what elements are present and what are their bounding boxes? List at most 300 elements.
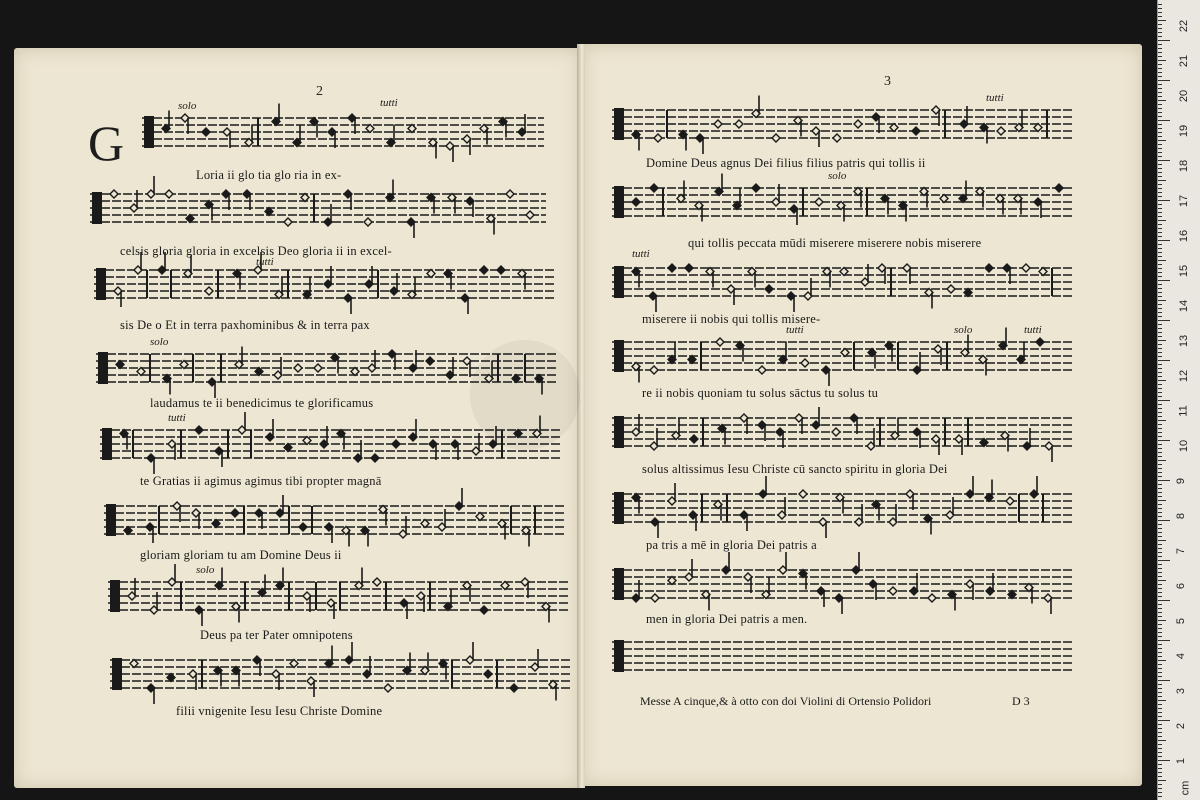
note	[189, 670, 197, 690]
ruler-tick	[1158, 640, 1170, 641]
ruler-tick	[1158, 160, 1170, 161]
ruler-tick	[1158, 168, 1162, 169]
ruler-tick	[1158, 484, 1162, 485]
note	[407, 218, 415, 238]
ruler-tick	[1158, 656, 1162, 657]
note	[920, 188, 928, 208]
note	[255, 509, 263, 529]
ruler-tick	[1158, 668, 1162, 669]
ruler-tick	[1158, 304, 1162, 305]
note	[632, 363, 640, 383]
note	[885, 342, 893, 362]
note	[463, 135, 471, 155]
note	[925, 289, 933, 309]
note	[878, 264, 886, 284]
note	[668, 264, 676, 272]
note	[371, 454, 379, 462]
note	[744, 573, 752, 593]
note	[632, 494, 640, 514]
ruler-tick	[1158, 504, 1162, 505]
note	[985, 264, 993, 272]
ruler-tick	[1158, 208, 1162, 209]
ruler-tick	[1158, 196, 1162, 197]
note	[817, 587, 825, 607]
performance-marker: tutti	[632, 248, 650, 260]
ruler-tick	[1158, 780, 1166, 781]
ruler-number: 5	[1175, 617, 1188, 625]
ruler-tick	[1158, 488, 1162, 489]
lyric-line: miserere ii nobis qui tollis misere-	[642, 312, 821, 326]
note	[758, 421, 766, 441]
drop-cap-initial: G	[88, 115, 125, 171]
note	[854, 120, 862, 128]
ruler-tick	[1158, 556, 1162, 557]
ruler-tick	[1158, 628, 1162, 629]
note	[245, 125, 253, 147]
note	[733, 188, 741, 210]
ruler-tick	[1158, 376, 1162, 377]
clef	[102, 428, 112, 460]
ruler-tick	[1158, 56, 1162, 57]
note	[344, 294, 352, 314]
note	[959, 181, 967, 203]
note	[872, 113, 880, 133]
ruler-tick	[1158, 316, 1162, 317]
note	[463, 582, 471, 602]
note	[881, 195, 889, 215]
ruler-tick	[1158, 732, 1162, 733]
note	[696, 134, 704, 154]
clef	[614, 416, 624, 448]
ruler-tick	[1158, 288, 1162, 289]
note	[120, 430, 128, 450]
note	[632, 198, 640, 206]
note	[716, 338, 724, 346]
clef	[614, 266, 624, 298]
ruler-tick	[1158, 712, 1162, 713]
ruler-tick	[1158, 24, 1162, 25]
clef	[92, 192, 102, 224]
ruler-tick	[1158, 568, 1162, 569]
ruler-tick	[1158, 672, 1162, 673]
clef	[614, 640, 624, 672]
ruler-tick	[1158, 188, 1162, 189]
note	[1022, 264, 1030, 272]
note	[889, 587, 897, 595]
ruler-tick	[1158, 76, 1162, 77]
ruler-tick	[1158, 172, 1162, 173]
note	[342, 527, 350, 547]
note	[331, 354, 339, 374]
note	[485, 361, 493, 383]
ruler-tick	[1158, 296, 1162, 297]
ruler-tick	[1158, 392, 1162, 393]
ruler-tick	[1158, 776, 1162, 777]
note	[1045, 442, 1053, 462]
staff	[612, 564, 1074, 612]
note	[387, 125, 395, 147]
ruler-tick	[1158, 472, 1162, 473]
staff	[108, 576, 568, 624]
note	[1055, 184, 1063, 192]
note	[195, 426, 203, 434]
note	[832, 428, 840, 436]
note	[868, 349, 876, 369]
note	[837, 202, 845, 222]
note	[799, 570, 807, 590]
ruler-tick	[1158, 596, 1162, 597]
ruler-tick	[1158, 516, 1162, 517]
ruler-tick	[1158, 96, 1162, 97]
note	[498, 520, 506, 540]
ruler-tick	[1158, 428, 1162, 429]
note	[799, 490, 807, 498]
note	[275, 277, 283, 299]
lyric-line: laudamus te ii benedicimus te glorificamus	[150, 396, 374, 410]
note	[758, 366, 766, 374]
ruler-tick	[1158, 264, 1162, 265]
ruler-number: 22	[1178, 19, 1191, 33]
note	[231, 509, 239, 517]
note	[928, 594, 936, 602]
ruler-tick	[1158, 44, 1162, 45]
ruler-tick	[1158, 20, 1166, 21]
note	[790, 205, 798, 225]
note	[461, 294, 469, 314]
lyric-line: pa tris a mē in gloria Dei patris a	[646, 538, 817, 552]
note	[373, 578, 381, 586]
note	[651, 594, 659, 602]
ruler-tick	[1158, 248, 1162, 249]
ruler-number: 8	[1175, 512, 1188, 520]
clef	[614, 340, 624, 372]
note	[205, 287, 213, 295]
note	[727, 285, 735, 305]
note	[996, 195, 1004, 215]
clef	[614, 492, 624, 524]
note	[632, 131, 640, 151]
performance-marker: tutti	[1024, 324, 1042, 336]
note	[205, 201, 213, 221]
ruler-tick	[1158, 544, 1162, 545]
note	[735, 120, 743, 128]
note	[740, 511, 748, 531]
ruler-tick	[1158, 308, 1162, 309]
note	[776, 428, 784, 448]
note	[1006, 497, 1014, 505]
note	[451, 440, 459, 460]
note	[243, 190, 251, 210]
note	[812, 127, 820, 147]
ruler-tick	[1158, 532, 1162, 533]
ruler-tick	[1158, 184, 1162, 185]
note	[165, 190, 173, 198]
ruler-tick	[1158, 756, 1162, 757]
clef	[614, 108, 624, 140]
staff-empty	[612, 636, 1074, 684]
ruler-tick	[1158, 268, 1162, 269]
note	[526, 211, 534, 219]
ruler-tick	[1158, 88, 1162, 89]
ruler-tick	[1158, 152, 1162, 153]
note	[388, 350, 396, 370]
note	[325, 523, 333, 543]
note	[466, 197, 474, 217]
note	[403, 653, 411, 675]
note	[976, 188, 984, 208]
note	[272, 670, 280, 690]
ruler-tick	[1158, 396, 1162, 397]
ruler-tick	[1158, 344, 1162, 345]
ruler-tick	[1158, 580, 1166, 581]
ruler-tick	[1158, 348, 1162, 349]
note	[1001, 432, 1009, 452]
note	[706, 268, 714, 288]
ruler-tick	[1158, 48, 1162, 49]
note	[752, 184, 760, 192]
ruler-tick	[1158, 372, 1162, 373]
ruler-tick	[1158, 608, 1162, 609]
ruler-tick	[1158, 680, 1170, 681]
note	[208, 378, 216, 398]
ruler-tick	[1158, 400, 1170, 401]
ruler-number: 13	[1178, 334, 1191, 348]
ruler-number: 4	[1175, 652, 1188, 660]
staff	[612, 182, 1074, 230]
ruler-tick	[1158, 500, 1166, 501]
ruler-tick	[1158, 552, 1162, 553]
ruler-tick	[1158, 492, 1162, 493]
note	[651, 518, 659, 538]
ruler-tick	[1158, 144, 1162, 145]
note	[850, 414, 858, 434]
ruler-tick	[1158, 312, 1162, 313]
note	[932, 435, 940, 455]
note	[736, 342, 744, 362]
ruler-tick	[1158, 572, 1162, 573]
ruler-tick	[1158, 192, 1162, 193]
ruler-tick	[1158, 624, 1162, 625]
performance-marker: solo	[196, 564, 215, 576]
ruler-tick	[1158, 4, 1162, 5]
ruler-number: 15	[1178, 264, 1191, 278]
performance-marker: solo	[178, 100, 197, 112]
note	[654, 134, 662, 142]
note	[961, 335, 969, 357]
note	[484, 670, 492, 678]
ruler-tick	[1158, 260, 1166, 261]
clef	[614, 568, 624, 600]
ruler-tick	[1158, 720, 1170, 721]
note	[932, 106, 940, 126]
ruler-tick	[1158, 60, 1166, 61]
ruler-tick	[1158, 452, 1162, 453]
ruler-tick	[1158, 340, 1166, 341]
ruler-tick	[1158, 200, 1170, 201]
ruler-tick	[1158, 752, 1162, 753]
ruler-number: 7	[1175, 547, 1188, 555]
note	[542, 603, 550, 623]
note	[364, 218, 372, 226]
note	[195, 606, 203, 626]
ruler-tick	[1158, 68, 1162, 69]
ruler-tick	[1158, 760, 1170, 761]
ruler-tick	[1158, 688, 1162, 689]
ruler-tick	[1158, 120, 1170, 121]
ruler-number: 1	[1175, 757, 1188, 765]
ruler-tick	[1158, 224, 1162, 225]
note	[1034, 198, 1042, 218]
ruler-tick	[1158, 232, 1162, 233]
note	[173, 502, 181, 522]
ruler-number: 10	[1178, 439, 1191, 453]
ruler-tick	[1158, 536, 1162, 537]
note	[506, 190, 514, 198]
note	[314, 364, 322, 372]
ruler-number: 12	[1178, 369, 1191, 383]
ruler-tick	[1158, 644, 1162, 645]
staff	[612, 488, 1074, 536]
performance-marker: tutti	[168, 412, 186, 424]
ruler-tick	[1158, 704, 1162, 705]
staff	[96, 348, 556, 396]
note	[966, 580, 974, 600]
note	[344, 190, 352, 210]
note	[168, 440, 176, 460]
ruler-tick	[1158, 728, 1162, 729]
note	[147, 454, 155, 474]
staff	[612, 412, 1074, 460]
note	[765, 285, 773, 293]
ruler-tick	[1158, 240, 1170, 241]
ruler-tick	[1158, 404, 1162, 405]
note	[836, 494, 844, 514]
ruler-tick	[1158, 84, 1162, 85]
note	[748, 268, 756, 288]
ruler-tick	[1158, 564, 1162, 565]
lyric-line: men in gloria Dei patris a men.	[646, 612, 808, 626]
note	[214, 667, 222, 687]
note	[690, 435, 698, 443]
ruler-tick	[1158, 692, 1162, 693]
lyric-line: filii vnigenite Iesu Iesu Christe Domine	[176, 704, 383, 718]
ruler-tick	[1158, 432, 1162, 433]
note	[677, 181, 685, 203]
ruler-number: 21	[1178, 54, 1191, 68]
note	[215, 447, 223, 467]
note	[480, 266, 488, 274]
note	[258, 575, 266, 597]
note	[299, 523, 307, 531]
ruler-tick	[1158, 708, 1162, 709]
ruler-tick	[1158, 52, 1162, 53]
lyric-line: gloriam gloriam tu am Domine Deus ii	[140, 548, 342, 562]
staff	[110, 654, 570, 702]
note	[110, 190, 118, 198]
note	[384, 684, 392, 692]
ruler-tick	[1158, 464, 1162, 465]
note	[702, 591, 710, 611]
note	[948, 591, 956, 611]
ruler-tick	[1158, 164, 1162, 165]
ruler-number: 16	[1178, 229, 1191, 243]
ruler-tick	[1158, 788, 1162, 789]
note	[740, 414, 748, 434]
note	[1044, 594, 1052, 614]
note	[934, 345, 942, 365]
ruler-tick	[1158, 540, 1166, 541]
ruler-tick	[1158, 116, 1162, 117]
note	[835, 594, 843, 614]
note	[510, 684, 518, 692]
ruler-tick	[1158, 604, 1162, 605]
clef	[144, 116, 154, 148]
ruler-tick	[1158, 64, 1162, 65]
ruler-number: 19	[1178, 124, 1191, 138]
note	[535, 375, 543, 395]
ruler-tick	[1158, 28, 1162, 29]
staff	[142, 112, 544, 160]
note	[284, 218, 292, 226]
ruler-tick	[1158, 748, 1162, 749]
ruler-tick	[1158, 8, 1162, 9]
ruler-tick	[1158, 32, 1162, 33]
note	[947, 285, 955, 293]
ruler-tick	[1158, 576, 1162, 577]
book-gutter	[577, 44, 585, 788]
ruler-tick	[1158, 520, 1170, 521]
ruler-number: 9	[1175, 477, 1188, 485]
note	[408, 277, 416, 299]
ruler-tick	[1158, 584, 1162, 585]
staff	[612, 104, 1072, 152]
clef	[112, 658, 122, 690]
lyric-line: re ii nobis quoniam tu solus sāctus tu solus tu	[642, 386, 879, 400]
note	[903, 264, 911, 284]
performance-marker: solo	[150, 336, 169, 348]
note	[1025, 584, 1033, 604]
performance-marker: solo	[954, 324, 973, 336]
note	[235, 347, 243, 369]
ruler-tick	[1158, 528, 1162, 529]
ruler-tick	[1158, 420, 1166, 421]
note	[232, 603, 240, 623]
signature-mark: D 3	[1012, 694, 1030, 708]
ruler-tick	[1158, 332, 1162, 333]
ruler-tick	[1158, 548, 1162, 549]
clef	[614, 186, 624, 218]
ruler-tick	[1158, 632, 1162, 633]
lyric-line: sis De o Et in terra paxhominibus & in terra pax	[120, 318, 370, 332]
ruler-number: 17	[1178, 194, 1191, 208]
ruler-tick	[1158, 148, 1162, 149]
ruler-tick	[1158, 796, 1162, 797]
clef	[106, 504, 116, 536]
note	[328, 128, 336, 148]
note	[429, 440, 437, 460]
ruler-tick	[1158, 352, 1162, 353]
note	[303, 592, 311, 612]
ruler-tick	[1158, 408, 1162, 409]
note	[400, 599, 408, 619]
note	[307, 677, 315, 697]
ruler-tick	[1158, 648, 1162, 649]
note	[497, 266, 505, 274]
ruler-tick	[1158, 108, 1162, 109]
ruler-tick	[1158, 368, 1162, 369]
note	[695, 202, 703, 222]
lyric-line: celsis gloria gloria in excelsis Deo gloria ii in excel-	[120, 244, 392, 258]
